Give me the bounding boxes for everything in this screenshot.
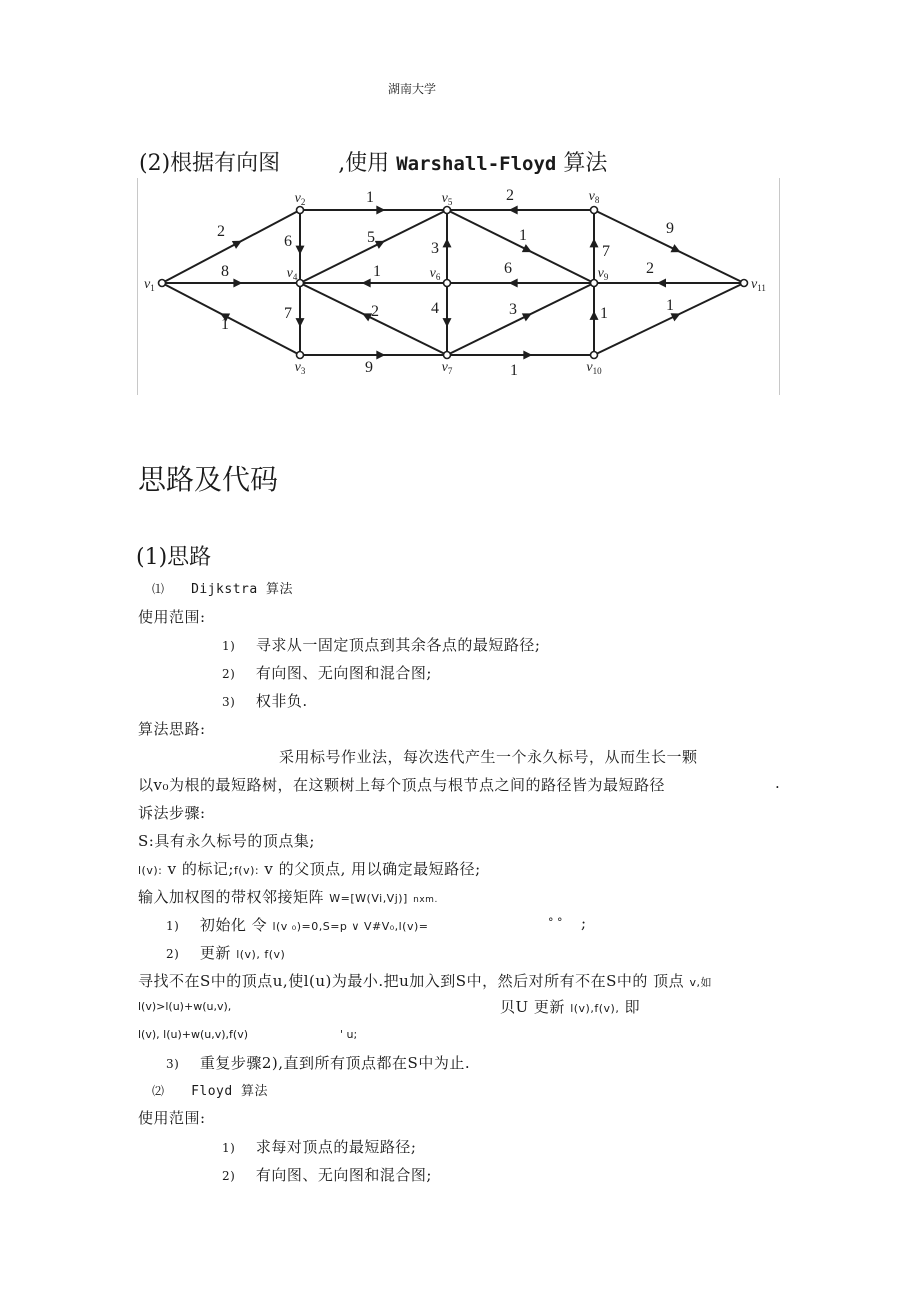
- dijkstra-idea-label: 算法思路:: [138, 720, 206, 738]
- problem-text-c: 算法: [563, 151, 608, 176]
- floyd-title: Floyd 算法: [191, 1084, 269, 1099]
- dijkstra-steps-label: 诉法步骤:: [138, 804, 206, 822]
- update-assign: l(v), l(u)+w(u,v),f(v): [138, 1028, 248, 1041]
- edge-weight: 2: [217, 223, 225, 240]
- directed-graph: [137, 178, 780, 395]
- node-label: $v_9$: [597, 266, 609, 282]
- floyd-scope-item: 1) 求每对顶点的最短路径;: [222, 1138, 417, 1156]
- node-label: $v_4$: [286, 266, 298, 282]
- node-label: $v_{11}$: [751, 277, 766, 293]
- graph-edge: [447, 210, 594, 283]
- edge-weight: 7: [284, 305, 292, 322]
- edge-weight: 9: [365, 359, 373, 376]
- edge-weight: 2: [371, 303, 379, 320]
- graph-node: [297, 280, 304, 287]
- node-label: $v_{10}$: [586, 360, 602, 376]
- problem-text-a: 根据有向图: [170, 151, 281, 176]
- node-label: $v_3$: [294, 360, 306, 376]
- edge-weight: 1: [519, 227, 527, 244]
- edge-weight: 1: [666, 297, 674, 314]
- dijkstra-number: ⑴: [152, 582, 165, 596]
- node-label: $v_6$: [429, 266, 441, 282]
- edge-weight: 1: [221, 316, 229, 333]
- graph-edge: [594, 283, 744, 355]
- node-label-subscript: 8: [594, 195, 600, 205]
- dijkstra-idea-line2: 以v₀为根的最短路树，在这颗树上每个顶点与根节点之间的路径皆为最短路径: [138, 776, 665, 794]
- edge-arrow: [657, 279, 666, 288]
- dijkstra-idea-line2-end: .: [775, 774, 781, 792]
- update-rule: 贝U 更新 l(v),f(v), 即: [500, 998, 641, 1016]
- graph-node: [297, 207, 304, 214]
- edge-arrow: [362, 279, 371, 288]
- dijkstra-title: Dijkstra 算法: [191, 582, 294, 597]
- step-1: 1) 初始化 令 l(v ₀)=0,S=p ∨ V#V₀,l(v)=: [166, 916, 429, 934]
- floyd-scope-label: 使用范围:: [138, 1109, 206, 1127]
- node-label-subscript: 11: [757, 283, 766, 293]
- edge-weight: 1: [366, 189, 374, 206]
- edge-weight: 1: [373, 263, 381, 280]
- graph-edge: [447, 283, 594, 355]
- edge-weight: 9: [666, 220, 674, 237]
- problem-text-b: ,使用: [338, 151, 390, 176]
- graph-node: [591, 207, 598, 214]
- sub-title: (1)思路: [136, 545, 212, 570]
- dijkstra-scope-label: 使用范围:: [138, 608, 206, 626]
- find-u: 寻找不在S中的顶点u,使l(u)为最小.把u加入到S中，然后对所有不在S中的 顶点 v,如: [138, 972, 712, 990]
- graph-figure: [137, 178, 780, 395]
- problem-statement: [139, 146, 607, 177]
- step-1-end: ;: [581, 914, 587, 932]
- edge-weight: 5: [367, 229, 375, 246]
- edge-weight: 3: [509, 301, 517, 318]
- node-label: $v_8$: [588, 189, 600, 205]
- graph-node: [591, 352, 598, 359]
- graph-node: [297, 352, 304, 359]
- edge-arrow: [523, 351, 532, 360]
- node-label-subscript: 7: [447, 366, 453, 376]
- floyd-number: ⑵: [152, 1084, 165, 1098]
- step-3: 3) 重复步骤2),直到所有顶点都在S中为止.: [166, 1054, 471, 1072]
- node-label-subscript: 2: [300, 197, 306, 207]
- edge-weight: 8: [221, 263, 229, 280]
- update-assign-end: ' u;: [340, 1028, 358, 1041]
- edge-weight: 1: [510, 362, 518, 379]
- edge-weight: 2: [646, 260, 654, 277]
- l-f-definition: l(v): v 的标记;f(v): v 的父顶点, 用以确定最短路径;: [138, 860, 481, 878]
- node-label-subscript: 9: [603, 272, 609, 282]
- node-label-subscript: 10: [592, 366, 602, 376]
- graph-node: [444, 352, 451, 359]
- floyd-heading: [152, 1080, 268, 1099]
- graph-edge: [162, 210, 300, 283]
- edge-weight: 1: [600, 305, 608, 322]
- dijkstra-heading: [152, 578, 293, 597]
- edge-arrow: [376, 206, 385, 215]
- graph-node: [741, 280, 748, 287]
- edge-weight: 2: [506, 187, 514, 204]
- node-label-subscript: 1: [150, 283, 155, 293]
- edge-arrow: [443, 238, 452, 247]
- edge-weight: 7: [602, 243, 610, 260]
- edge-arrow: [590, 311, 599, 320]
- section-title: 思路及代码: [138, 463, 279, 496]
- dijkstra-scope-item: 3) 权非负.: [222, 692, 308, 710]
- edge-weight: 6: [284, 233, 292, 250]
- floyd-scope-item: 2) 有向图、无向图和混合图;: [222, 1166, 432, 1184]
- s-definition: S:具有永久标号的顶点集;: [138, 832, 315, 850]
- edge-arrow: [590, 238, 599, 247]
- graph-node: [591, 280, 598, 287]
- edge-weight: 4: [431, 300, 439, 317]
- edge-arrow: [509, 279, 518, 288]
- node-label: $v_1$: [144, 277, 155, 293]
- edge-arrow: [233, 279, 242, 288]
- node-label-subscript: 5: [447, 197, 453, 207]
- edge-weight: 3: [431, 240, 439, 257]
- dijkstra-idea-line1: 采用标号作业法，每次迭代产生一个永久标号，从而生长一颗: [279, 748, 698, 766]
- graph-node: [444, 207, 451, 214]
- edge-arrow: [376, 351, 385, 360]
- problem-number: (2): [139, 151, 171, 176]
- step-1-inf: ° °: [548, 916, 563, 929]
- edge-arrow: [296, 318, 305, 327]
- dijkstra-scope-item: 1) 寻求从一固定顶点到其余各点的最短路径;: [222, 636, 541, 654]
- graph-edge: [162, 283, 300, 355]
- node-label-subscript: 4: [292, 272, 298, 282]
- node-label: $v_7$: [441, 360, 453, 376]
- algorithm-name: Warshall-Floyd: [396, 153, 557, 175]
- page-header: 湖南大学: [388, 82, 437, 96]
- edge-weight: 6: [504, 260, 512, 277]
- graph-node: [159, 280, 166, 287]
- edge-arrow: [509, 206, 518, 215]
- graph-node: [444, 280, 451, 287]
- input-matrix: 输入加权图的带权邻接矩阵 W=[W(Vi,Vj)] nxm.: [138, 888, 438, 906]
- dijkstra-scope-item: 2) 有向图、无向图和混合图;: [222, 664, 432, 682]
- node-label: $v_2$: [294, 191, 306, 207]
- node-label: $v_5$: [441, 191, 453, 207]
- step-2: 2) 更新 l(v), f(v): [166, 944, 286, 962]
- node-label-subscript: 6: [435, 272, 441, 282]
- edge-arrow: [296, 246, 305, 255]
- edge-arrow: [443, 318, 452, 327]
- update-condition: l(v)>l(u)+w(u,v),: [138, 1000, 232, 1013]
- node-label-subscript: 3: [300, 366, 306, 376]
